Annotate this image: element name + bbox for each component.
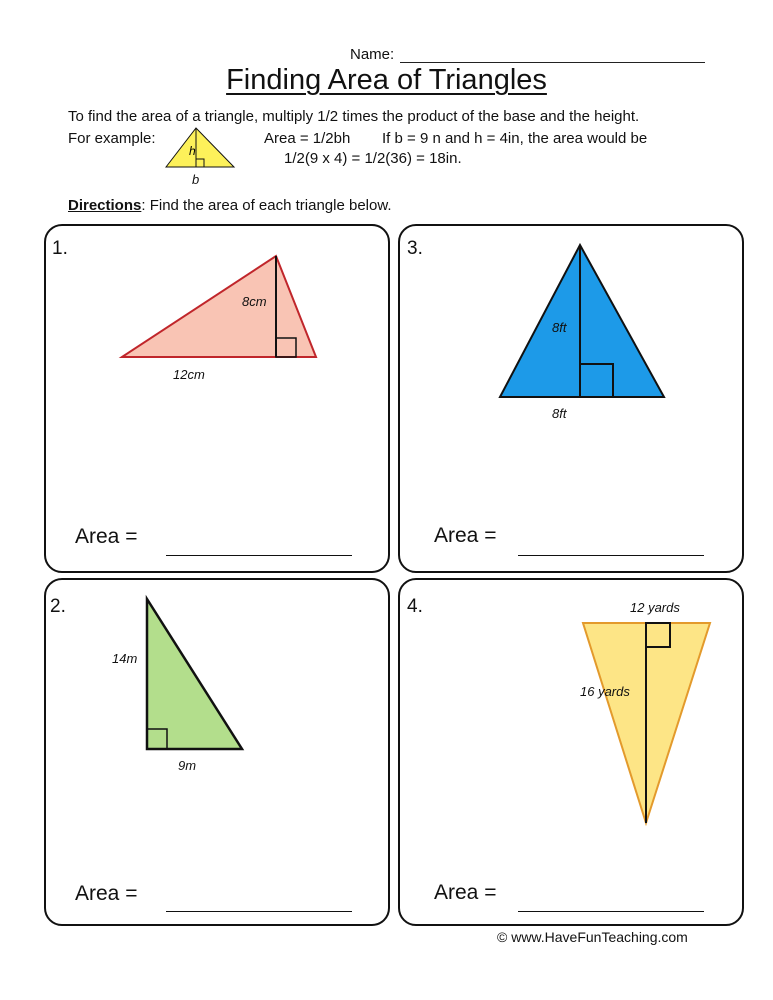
area-label-3: Area = — [434, 524, 497, 547]
page-title: Finding Area of Triangles — [226, 64, 547, 96]
answer-line-4[interactable] — [518, 911, 704, 912]
example-condition: If b = 9 n and h = 4in, the area would be — [382, 130, 648, 147]
problem-number: 1. — [52, 238, 68, 259]
intro-text: To find the area of a triangle, multiply 1/2 times the product of the base and the height. — [68, 108, 640, 125]
name-label: Name: — [350, 46, 395, 63]
problem-box-1 — [44, 224, 390, 573]
directions-label: Directions — [68, 197, 142, 214]
directions — [68, 197, 392, 214]
example-formula: Area = 1/2bh — [264, 130, 351, 147]
example-height-label: h — [189, 144, 196, 158]
area-label-2: Area = — [75, 882, 138, 905]
answer-line-1[interactable] — [166, 555, 352, 556]
copyright: © www.HaveFunTeaching.com — [497, 929, 688, 945]
answer-line-2[interactable] — [166, 911, 352, 912]
problem-box-3 — [398, 224, 744, 573]
problem-1-figure — [46, 226, 388, 571]
problem-2-figure — [46, 580, 388, 924]
height-label-2: 14m — [112, 651, 138, 666]
example-base-label: b — [192, 172, 200, 187]
base-label-1: 12cm — [173, 367, 205, 382]
base-label-4: 12 yards — [630, 600, 680, 615]
example-triangle — [166, 128, 234, 167]
problem-number: 3. — [407, 238, 423, 259]
triangle-2 — [147, 599, 242, 749]
problem-box-4 — [398, 578, 744, 926]
triangle-1 — [122, 256, 316, 357]
triangle-3 — [500, 245, 664, 397]
example-calculation: 1/2(9 x 4) = 1/2(36) = 18in. — [284, 150, 462, 167]
name-field-line[interactable] — [400, 62, 705, 63]
base-label-2: 9m — [178, 758, 197, 773]
example-triangle-figure — [160, 124, 240, 174]
problem-number: 2. — [50, 596, 66, 617]
area-label-1: Area = — [75, 525, 138, 548]
height-label-1: 8cm — [242, 294, 267, 309]
base-label-3: 8ft — [552, 406, 567, 421]
area-label-4: Area = — [434, 881, 497, 904]
directions-text: : Find the area of each triangle below. — [141, 197, 392, 214]
height-label-3: 8ft — [552, 320, 567, 335]
answer-line-3[interactable] — [518, 555, 704, 556]
problem-number: 4. — [407, 596, 423, 617]
example-label: For example: — [68, 130, 156, 147]
problem-4-figure — [400, 580, 742, 924]
problem-3-figure — [400, 226, 742, 571]
problem-box-2 — [44, 578, 390, 926]
height-label-4: 16 yards — [580, 684, 630, 699]
